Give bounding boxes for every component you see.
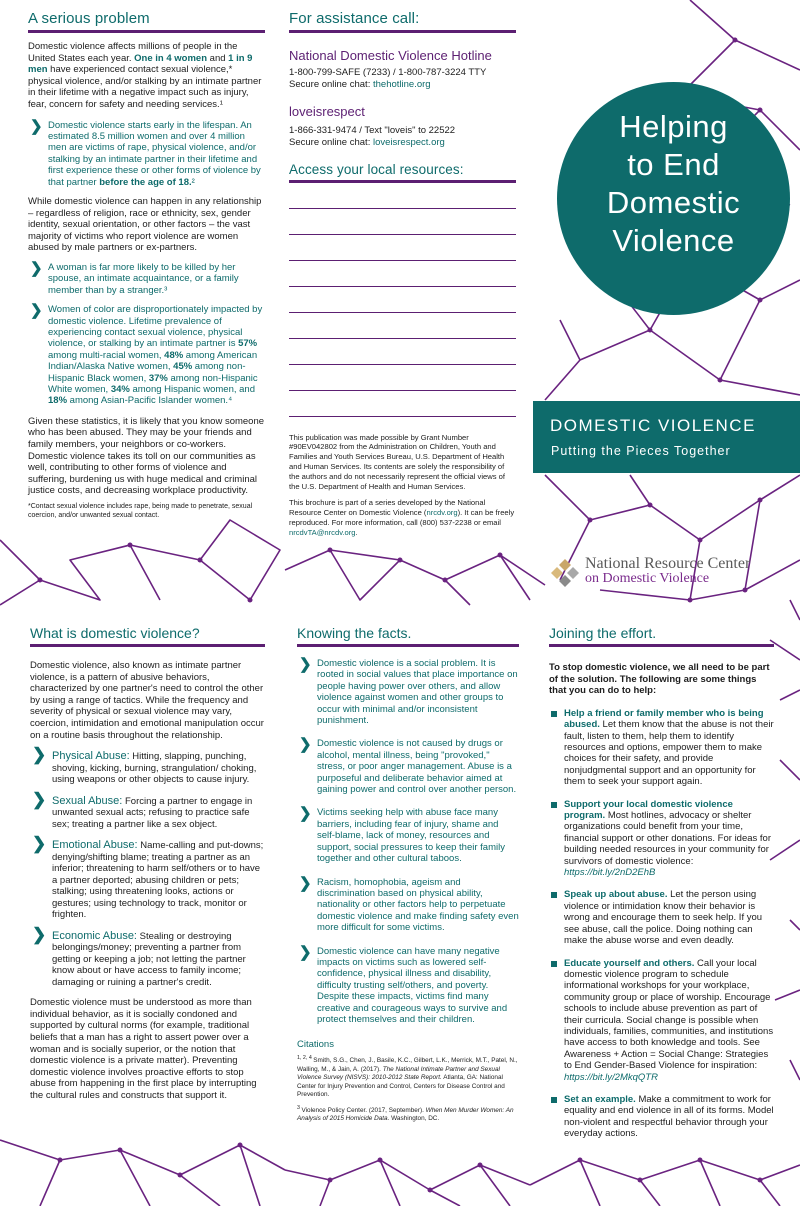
square-bullet-icon — [551, 892, 557, 898]
what-is-dv-intro: Domestic violence, also known as intimate partner violence, is a pattern of abusive behaviors, characterized by one partner's need to control the other by using a range of tactics. While the frequency and severity of physical or sexual violence may vary, coercion, intimidation and emotional manipulation occur on a routine basis throughout the relationship. — [30, 660, 264, 741]
citation-nisvs: $^{1, 2, 4}$ Smith, S.G., Chen, J., Basile, K.C., Gilbert, L.K., Merrick, M.T., Patel, N., Walling, M., & Jain, A. (2017). The National Intimate Partner and Sexual Violence Survey (NISVS): 2010-2012 State Report. Atlanta, GA: National Center for Injury Prevention and Control, Centers for Disease Control and Prevention. — [297, 1055, 518, 1099]
fact-text: Victims seeking help with abuse face many barriers, including fear of injury, shame and self-blame, lack of money, resources and support, social pressures to keep their family together and other cultural taboos. — [317, 807, 505, 865]
action-item — [549, 799, 774, 879]
footnote-contact-sexual-violence: *Contact sexual violence includes rape, being made to penetrate, sexual coercion, and/or unwanted sexual contact. — [28, 503, 253, 519]
abuse-type-term: Economic Abuse: — [52, 929, 137, 942]
write-in-line[interactable] — [289, 391, 516, 417]
write-in-line[interactable] — [289, 183, 516, 209]
hotline-chat-link[interactable]: thehotline.org — [372, 79, 431, 91]
abuse-type-text: Hitting, slapping, punching, shoving, kicking, burning, strangulation/ choking, using weapons or other objects to cause injury. — [52, 751, 257, 786]
panel-assistance — [289, 10, 516, 538]
action-item — [549, 958, 774, 1083]
panel-knowing-facts — [297, 625, 519, 1123]
action-item — [549, 708, 774, 788]
action-lead: Set an example. — [564, 1093, 636, 1105]
citations-heading: Citations — [297, 1039, 334, 1051]
chevron-right-icon: ❯ — [299, 943, 312, 961]
write-in-line[interactable] — [289, 365, 516, 391]
banner-subtitle: Putting the Pieces Together — [551, 444, 731, 458]
citation-vpc: $^3$ Violence Policy Center. (2017, September). When Men Murder Women: An Analysis of 2015 Homicide Data. Washington, DC. — [297, 1104, 514, 1123]
action-link[interactable]: https://bit.ly/2nD2EhB — [564, 867, 656, 879]
abuse-type-term: Physical Abuse: — [52, 750, 130, 763]
abuse-type-text: Forcing a partner to engage in unwanted sexual acts; refusing to practice safe sex; treating a partner like a sex object. — [52, 795, 253, 830]
bullet-early-lifespan: ❯ Domestic violence starts early in the lifespan. An estimated 8.5 million women and over 4 million men are victims of rape, physical violence, and/or stalking by an intimate partner in their lifetime and first experience these or other forms of violence by that partner before the age of 18.² — [30, 117, 261, 188]
heading-serious-problem: A serious problem — [28, 10, 265, 33]
fact-text: Domestic violence can have many negative impacts on victims such as lowered self-confidence, physical illness and disability, difficulty trusting self/others, and poverty. Despite these impacts, victims find many creative and courageous ways to survive and protect themselves and their children. — [317, 945, 508, 1025]
heading-local-resources: Access your local resources: — [289, 162, 516, 183]
loveisrespect-phone: 1-866-331-9474 / Text "loveis" to 22522 — [289, 124, 456, 136]
hotline-chat: Secure online chat: thehotline.org — [289, 79, 431, 91]
abuse-type-item — [30, 789, 265, 831]
stat-men: 1 in 9 men — [28, 52, 253, 76]
loveisrespect-chat: Secure online chat: loveisrespect.org — [289, 137, 445, 149]
facts-list — [297, 658, 519, 1025]
abuse-types-list — [30, 745, 265, 988]
action-text: Let the person using violence or intimidation know their behavior is wrong and encourage them to seek help. If you see abuse, call the police. Doing nothing can make the abuse worse and even deadly. — [564, 889, 763, 947]
loveisrespect-chat-link[interactable]: loveisrespect.org — [372, 137, 445, 149]
stat-women: One in 4 women — [134, 52, 208, 64]
panel-what-is-dv — [30, 625, 265, 1102]
chevron-right-icon: ❯ — [30, 259, 43, 277]
write-in-line[interactable] — [289, 235, 516, 261]
paragraph-any-relationship: While domestic violence can happen in any relationship – regardless of religion, race or ethnicity, sex, gender identity, sexual orientation, or other factors – the vast majority of victims who report violence are women abused by male partners or ex-partners. — [28, 196, 262, 254]
abuse-type-text: Name-calling and put-downs; denying/shifting blame; treating a partner as an inferior; threatening to harm self/others or to have a partner deported; abusing children or pets; stalking; using threatening looks, actions or gestures; using technology to track, monitor or frighten. — [52, 840, 264, 921]
nrcdv-email-link[interactable]: nrcdvTA@nrcdv.org — [289, 527, 356, 537]
chevron-right-icon: ❯ — [30, 302, 43, 320]
heading-joining-effort: Joining the effort. — [549, 625, 774, 647]
paragraph-given-statistics: Given these statistics, it is likely that you know someone who has been abused. They may be your friends and family members, your neighbors or co-workers. Domestic violence takes its toll on our communities as well, contributing to other forms of violence and suffering, burdening us with huge medical and criminal justice costs, and decreasing workplace productivity. — [28, 415, 265, 497]
banner-title: DOMESTIC VIOLENCE — [550, 416, 756, 435]
write-in-line[interactable] — [289, 209, 516, 235]
hotline-name: National Domestic Violence Hotline — [289, 48, 492, 63]
abuse-type-item — [30, 745, 265, 786]
write-in-line[interactable] — [289, 313, 516, 339]
nrcdv-link[interactable]: nrcdv.org — [426, 508, 458, 518]
fact-item — [297, 738, 519, 795]
heading-assistance: For assistance call: — [289, 10, 516, 33]
panel-joining-effort — [549, 625, 774, 1140]
action-item — [549, 889, 774, 946]
write-in-line[interactable] — [289, 339, 516, 365]
joining-effort-intro: To stop domestic violence, we all need to be part of the solution. The following are some things that you can do to help: — [549, 662, 770, 697]
abuse-type-term: Sexual Abuse: — [52, 794, 123, 807]
cover-banner — [533, 401, 800, 473]
fact-item — [297, 807, 519, 864]
write-in-line[interactable] — [289, 261, 516, 287]
intro-paragraph: Domestic violence affects millions of people in the United States each year. One in 4 women and 1 in 9 men have experienced contact sexual violence,* physical violence, and/or stalking by an intimate partner in their lifetime with a negative impact such as injury, fear, concern for safety and needing services.¹ — [28, 41, 262, 110]
write-in-lines — [289, 183, 516, 417]
action-lead: Support your local domestic violence program. — [564, 798, 733, 822]
abuse-type-text: Stealing or destroying belongings/money; preventing a partner from getting or keeping a job; not letting the partner know about or have access to family income; damaging or ruining a partner's credit. — [52, 930, 246, 988]
what-is-dv-closing: Domestic violence must be understood as more than individual behavior, as it is socially condoned and supported by cultural norms (for example, traditional beliefs that a man has a right to assert power over a woman and is socially superior, or the notion that domestic violence is a private matter). Preventing domestic violence involves proactive efforts to stop abuse from happening in the first place by interrupting the cultural rules and constructs that support it. — [30, 997, 257, 1101]
actions-list — [549, 708, 774, 1140]
action-text: Let them know that the abuse is not their fault, listen to them, help them to identify resources and options, empower them to make choices for their safety, and provide nonjudgmental support and an opportunity for them to seek your support again. — [564, 719, 774, 788]
chevron-right-icon: ❯ — [32, 924, 47, 944]
hotline-phone: 1-800-799-SAFE (7233) / 1-800-787-3224 TTY — [289, 67, 487, 78]
write-in-line[interactable] — [289, 287, 516, 313]
chevron-right-icon: ❯ — [32, 789, 47, 809]
heading-knowing-facts: Knowing the facts. — [297, 625, 519, 647]
abuse-type-item — [30, 834, 265, 921]
bullet-women-of-color: ❯ Women of color are disproportionately impacted by domestic violence. Lifetime prevalence of experiencing contact sexual violence, physical violence, or stalking by an intimate partner is 57% among multi-racial women, 48% among American Indian/Alaska Native women, 45% among non-Hispanic Black women, 37% among non-Hispanic White women, 34% among Hispanic women, and 18% among Asian-Pacific Islander women.⁴ — [30, 302, 263, 407]
action-text: Make a commitment to work for equality and end violence in all of its forms. Model non-violent and respectful behavior through your everyday actions. — [564, 1093, 774, 1140]
chevron-right-icon: ❯ — [299, 656, 312, 673]
chevron-right-icon: ❯ — [32, 834, 47, 854]
square-bullet-icon — [551, 802, 557, 808]
fact-text: Domestic violence is a social problem. It is rooted in social values that place importance on people having power over others, and allow violence against women and other groups to occur with minimal and/or inconsistent punishment. — [317, 658, 518, 727]
action-item — [549, 1094, 774, 1140]
chevron-right-icon: ❯ — [32, 745, 47, 765]
chevron-right-icon: ❯ — [299, 874, 312, 892]
series-note: This brochure is part of a series developed by the National Resource Center on Domestic Violence (nrcdv.org). It can be freely reproduced. For more information, call (800) 537-2238 or email nrcdvTA@nrcdv.org. — [289, 498, 515, 537]
cover-title-circle — [557, 82, 790, 315]
action-lead: Educate yourself and others. — [564, 957, 695, 969]
square-bullet-icon — [551, 1097, 557, 1103]
abuse-type-item — [30, 924, 265, 989]
grant-disclaimer: This publication was made possible by Grant Number #90EV042802 from the Administration on Children, Youth and Families and Youth Services Bureau, U.S. Department of Health and Human Services. Its contents are solely the responsibility of the authors and do not necessarily represent the official views of the U.S. Department of Health and Human Services. — [289, 432, 505, 491]
action-text: Most hotlines, advocacy or shelter organizations could benefit from your time, financial support or other donations. For ideas for building needed resources in your community for survivors of domestic violence: — [564, 810, 772, 867]
action-lead: Help a friend or family member who is being abused. — [564, 707, 764, 731]
chevron-right-icon: ❯ — [299, 736, 312, 754]
cover-title: Helping to End Domestic Violence — [606, 109, 741, 258]
square-bullet-icon — [551, 711, 557, 717]
heading-what-is-dv: What is domestic violence? — [30, 625, 265, 647]
fact-item — [297, 658, 519, 726]
action-text: Call your local domestic violence program to schedule informational workshops for your workplace, community group or place of worship. Encourage schools to include abuse prevention as part of their curricula. Social change is possible when individuals, families, communities, and institutions have access to both knowledge and tools. See Awareness + Action = Social Change: Strategies to End Gender-Based Violence for inspiration: — [564, 957, 774, 1072]
chevron-right-icon: ❯ — [30, 117, 43, 135]
fact-text: Racism, homophobia, ageism and discrimination based on physical ability, nationality or other factors help to perpetuate domestic violence and make finding safety even more difficult for some victims. — [317, 876, 519, 934]
bullet-killed-by-spouse: ❯ A woman is far more likely to be killed by her spouse, an intimate acquaintance, or a family member than by a stranger.³ — [30, 259, 239, 296]
chevron-right-icon: ❯ — [299, 805, 312, 823]
action-lead: Speak up about abuse. — [564, 889, 668, 901]
puzzle-logo-icon — [549, 557, 581, 589]
abuse-type-term: Emotional Abuse: — [52, 839, 138, 852]
square-bullet-icon — [551, 961, 557, 967]
fact-item — [297, 874, 519, 934]
loveisrespect-name: loveisrespect — [289, 103, 365, 119]
panel-serious-problem — [28, 10, 265, 520]
fact-text: Domestic violence is not caused by drugs or alcohol, mental illness, being "provoked," stress, or poor anger management. Abuse is a purposeful and deliberate behavior aimed at gaining power and control over another person. — [317, 738, 517, 796]
action-link[interactable]: https://bit.ly/2MkqQTR — [564, 1071, 658, 1083]
fact-item — [297, 943, 519, 1026]
